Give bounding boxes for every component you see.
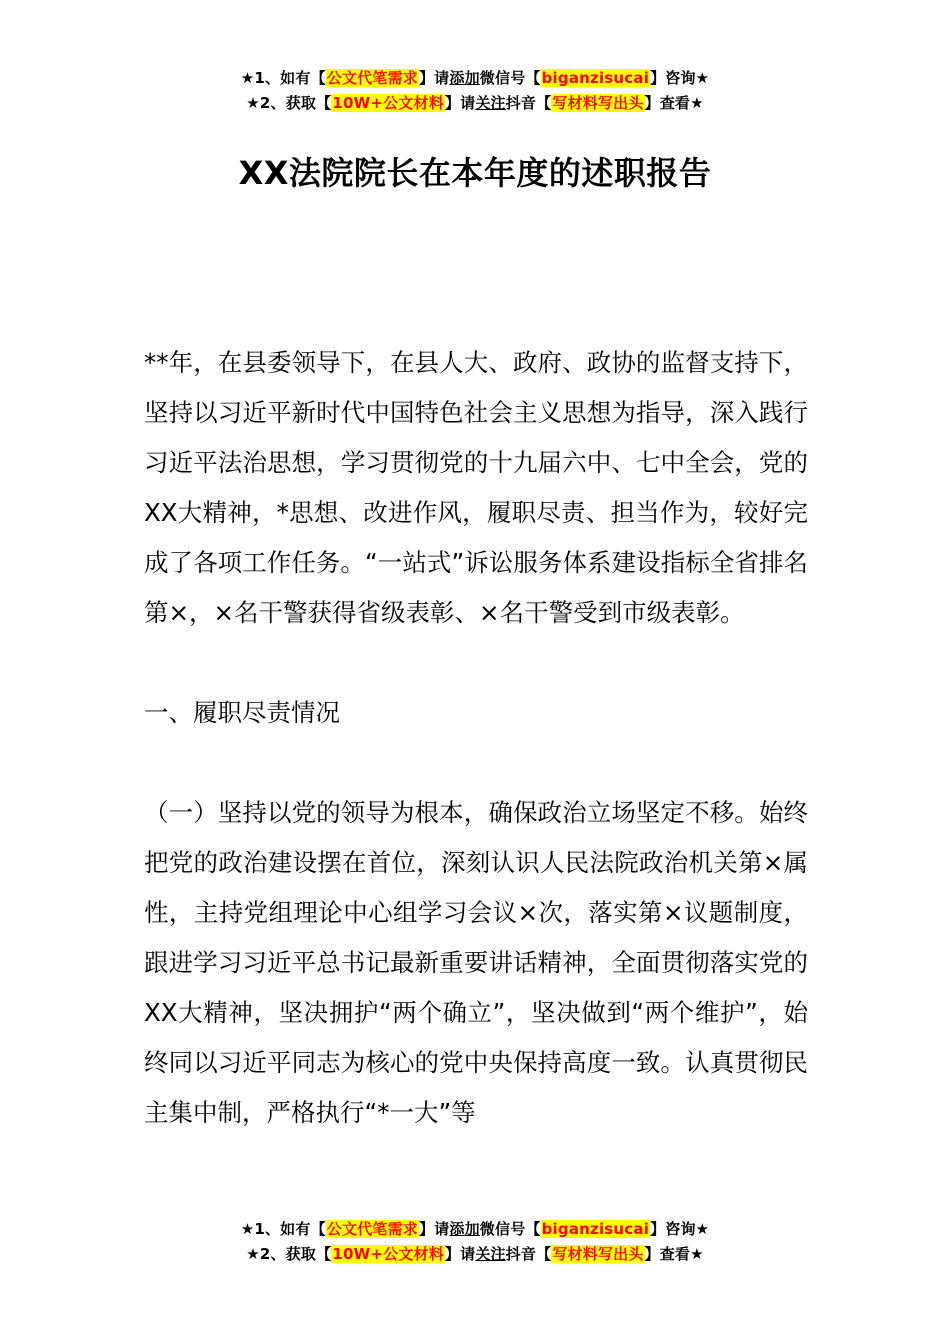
footer-line2-highlight-materials: 10W+公文材料 [332,1245,444,1263]
footer-line1-mid2: 微信号【 [479,1220,541,1238]
banner-line2-prefix: ★2、获取【 [246,94,332,112]
banner-line-1 [0,66,950,91]
banner-line1-underline: 添加 [449,69,480,87]
footer-line1-highlight-service: 公文代笔需求 [326,1220,418,1238]
banner-line2-mid: 】请 [444,94,476,112]
banner-line1-mid: 】请 [418,69,450,87]
banner-line1-prefix: ★1、如有【 [240,69,326,87]
footer-banner-line-2 [0,1242,950,1267]
footer-line2-underline: 关注 [475,1245,506,1263]
footer-line1-underline: 添加 [449,1220,480,1238]
banner-line2-mid2: 抖音【 [505,94,552,112]
section-heading: 一、履职尽责情况 [144,698,340,727]
section-paragraph: （一）坚持以党的领导为根本，确保政治立场坚定不移。始终把党的政治建设摆在首位，深刻认识人民法院政治机关第×属性，主持党组理论中心组学习会议×次，落实第×议题制度，跟进学习习近平总书记最新重要讲话精神，全面贯彻落实党的XX大精神，坚决拥护“两个确立”，坚决做到“两个维护”，始终同以习近平同志为核心的党中央保持高度一致。认真贯彻民主集中制，严格执行“*一大”等 [144,798,808,1127]
footer-line2-mid2: 抖音【 [505,1245,552,1263]
banner-line-2 [0,91,950,116]
banner-line2-highlight-materials: 10W+公文材料 [332,94,444,112]
footer-line2-prefix: ★2、获取【 [246,1245,332,1263]
banner-line2-underline: 关注 [475,94,506,112]
banner-line2-highlight-douyin: 写材料写出头 [552,94,644,112]
footer-line1-suffix: 】咨询★ [650,1220,710,1238]
footer-line2-highlight-douyin: 写材料写出头 [552,1245,644,1263]
banner-line1-suffix: 】咨询★ [650,69,710,87]
banner-line1-mid2: 微信号【 [479,69,541,87]
footer-banner-line-1 [0,1217,950,1242]
banner-line1-highlight-wechat: biganzisucai [541,69,650,87]
footer-line1-mid: 】请 [418,1220,450,1238]
document-title: XX法院院长在本年度的述职报告 [238,154,712,192]
footer-line1-prefix: ★1、如有【 [240,1220,326,1238]
banner-line2-suffix: 】查看★ [644,94,704,112]
footer-line2-suffix: 】查看★ [644,1245,704,1263]
footer-line1-highlight-wechat: biganzisucai [541,1220,650,1238]
intro-paragraph: **年，在县委领导下，在县人大、政府、政协的监督支持下，坚持以习近平新时代中国特色社会主义思想为指导，深入践行习近平法治思想，学习贯彻党的十九届六中、七中全会，党的XX大精神，*思想、改进作风，履职尽责、担当作为，较好完成了各项工作任务。“一站式”诉讼服务体系建设指标全省排名第×，×名干警获得省级表彰、×名干警受到市级表彰。 [144,348,808,627]
header-banner [0,66,950,116]
footer-line2-mid: 】请 [444,1245,476,1263]
document-body [144,338,808,1138]
banner-line1-highlight-service: 公文代笔需求 [326,69,418,87]
footer-banner [0,1217,950,1267]
